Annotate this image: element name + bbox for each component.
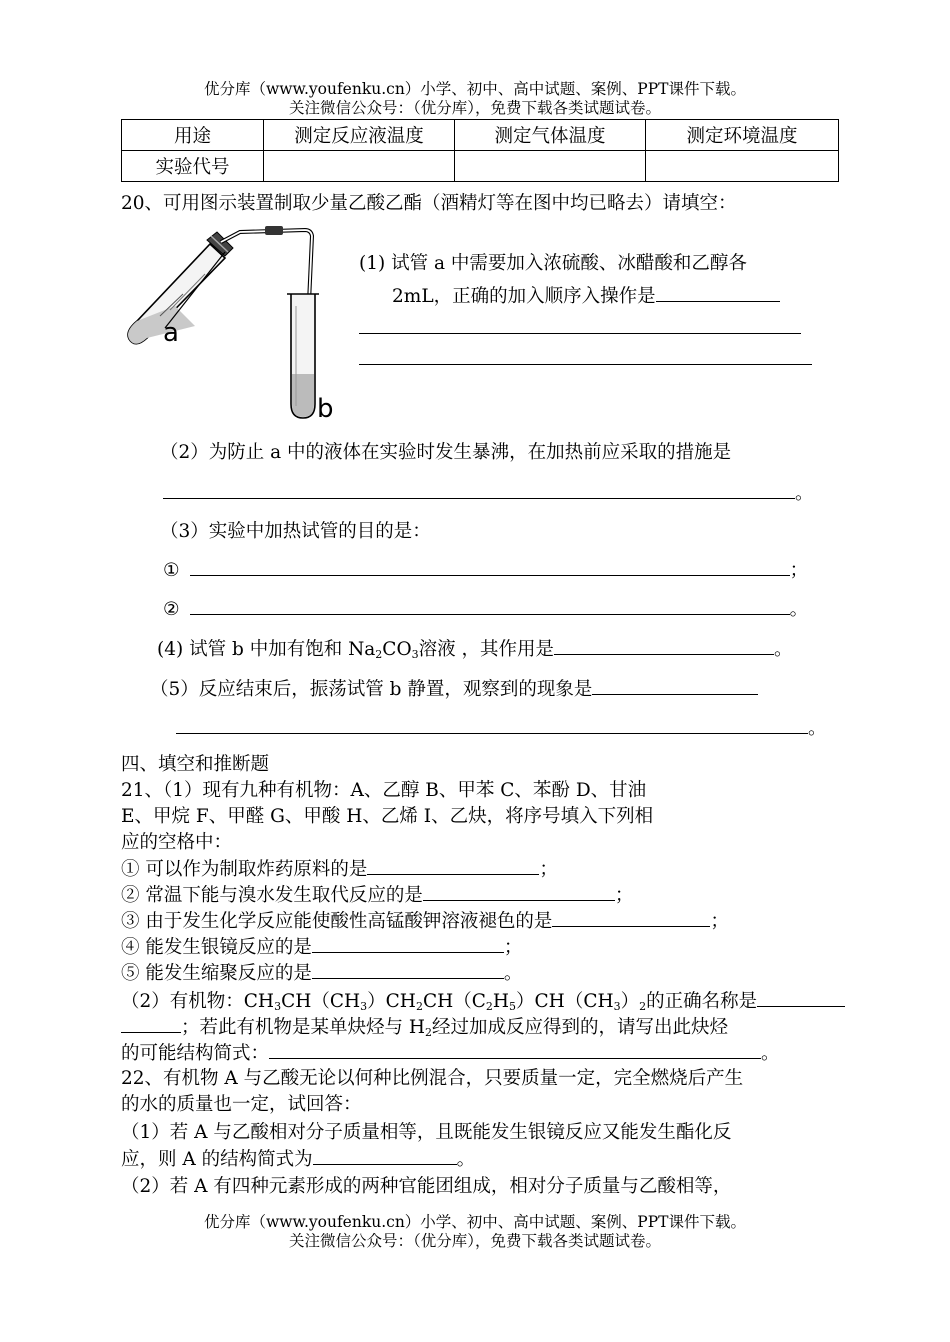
q21-formula-g: ）: [620, 991, 640, 1012]
q20-part5-answer-blank-2[interactable]: [176, 715, 808, 734]
q21-part2-line2: [121, 1014, 728, 1041]
q20-part5: [150, 676, 758, 703]
q21-formula-sub: 2: [415, 1000, 423, 1013]
q21-formula-e: H: [492, 991, 510, 1012]
test-tube-b: [287, 294, 319, 418]
section-4-title: 四、填空和推断题: [121, 754, 270, 775]
table-cell: 测定气体温度: [455, 120, 646, 151]
table-cell: 测定环境温度: [646, 120, 839, 151]
q20-part2-answer: [163, 480, 814, 507]
delivery-tube: [165, 226, 312, 391]
q21-formula-c: ）CH: [367, 991, 416, 1012]
q20-part1-line2: [392, 283, 780, 310]
q22-part1-text: 应，则 A 的结构简式为: [121, 1149, 313, 1170]
q21-item2-text: ② 常温下能与溴水发生取代反应的是: [121, 885, 423, 906]
q21-formula-b: CH（CH: [281, 991, 361, 1012]
q22-part1-end: 。: [456, 1149, 476, 1170]
table-cell: 用途: [122, 120, 264, 151]
q21-item5-blank[interactable]: [312, 960, 504, 979]
q20-part4-answer-blank[interactable]: [554, 636, 774, 655]
q21-formula-f: ）CH（CH: [516, 991, 614, 1012]
apparatus-figure: [125, 226, 340, 430]
q21-item2-end: ；: [614, 885, 634, 906]
q20-title: 20、可用图示装置制取少量乙酸乙酯（酒精灯等在图中均已略去）请填空：: [121, 193, 737, 214]
rubber-connector: [265, 226, 283, 235]
q21-part2-end: 。: [761, 1043, 780, 1064]
q20-part3-text: （3）实验中加热试管的目的是：: [160, 521, 431, 542]
q20-part2-end: 。: [795, 483, 814, 504]
table-cell-answer[interactable]: [455, 151, 646, 182]
test-tube-apparatus-drawing: [125, 226, 340, 426]
table-cell-answer[interactable]: [646, 151, 839, 182]
label-b: b: [317, 394, 334, 424]
page-header: [0, 80, 950, 118]
q21-item3-end: ；: [710, 911, 729, 932]
q21-item1-end: ；: [539, 859, 558, 880]
q20-part4-sub2: 3: [411, 648, 419, 661]
q21-alkyne-structure-blank[interactable]: [269, 1040, 761, 1059]
q21-part2-text-b: 经过加成反应得到的，请写出此炔烃: [432, 1017, 729, 1038]
q21-item5-text: ⑤ 能发生缩聚反应的是: [121, 963, 312, 984]
q21-formula-d: CH（C: [422, 991, 486, 1012]
q20-part3-item2-marker: ②: [163, 599, 180, 620]
q21-formula-sub: 5: [509, 1000, 517, 1013]
q21-item3-text: ③ 由于发生化学反应能使酸性高锰酸钾溶液褪色的是: [121, 911, 553, 932]
q21-formula-sub: 3: [613, 1000, 621, 1013]
q21-item1: [121, 856, 558, 883]
header-line-1: 优分库（www.youfenku.cn）小学、初中、高中试题、案例、PPT课件下载。: [203, 80, 747, 98]
footer-line-1: 优分库（www.youfenku.cn）小学、初中、高中试题、案例、PPT课件下载。: [203, 1213, 747, 1231]
thermometer-usage-table: [121, 119, 839, 182]
q21-item1-blank[interactable]: [367, 856, 539, 875]
q20-part4-sub1: 2: [375, 648, 383, 661]
q20-part3-item1-blank[interactable]: [190, 557, 790, 576]
q20-part1-answer-blank[interactable]: [656, 283, 780, 302]
q20-part3-item2-end: 。: [789, 599, 809, 620]
q21-item4-blank[interactable]: [312, 934, 504, 953]
q20-part2-answer-blank[interactable]: [163, 480, 795, 499]
q21-formula-sub: 3: [274, 1000, 282, 1013]
q21-part2-text-a: ；若此有机物是某单炔烃与 H: [181, 1017, 426, 1038]
q21-item3-blank[interactable]: [552, 908, 710, 927]
q20-part5-answer-blank[interactable]: [592, 676, 758, 695]
q21-part2-line1: [121, 988, 845, 1015]
q21-item5: [121, 960, 522, 987]
q20-part1-answer-line-2[interactable]: [359, 333, 801, 334]
q20-part3-item1: [163, 557, 808, 584]
q21-formula-a: （2）有机物：CH: [121, 991, 275, 1012]
q21-part2-line3: [121, 1040, 780, 1067]
q22-part1-line1: （1）若 A 与乙酸相对分子质量相等，且既能发生银镜反应又能发生酯化反: [121, 1122, 732, 1143]
table-cell-answer[interactable]: [264, 151, 455, 182]
q20-part1-answer-line-3[interactable]: [359, 364, 812, 365]
q21-item4: [121, 934, 522, 961]
label-a: a: [163, 318, 179, 348]
q20-part4-text-b: CO: [382, 639, 412, 660]
q21-item2: [121, 882, 633, 909]
q21-name-blank-cont[interactable]: [121, 1014, 181, 1033]
q21-part2-question: 的正确名称是: [646, 991, 758, 1012]
q20-part5-line2: [176, 715, 827, 742]
table-cell: 测定反应液温度: [264, 120, 455, 151]
q21-item1-text: ① 可以作为制取炸药原料的是: [121, 859, 368, 880]
q21-line1: 21、（1）现有九种有机物：A、乙醇 B、甲苯 C、苯酚 D、甘油: [121, 780, 647, 801]
footer-line-2: 关注微信公众号：（优分库），免费下载各类试题试卷。: [288, 1232, 661, 1250]
q20-part3-item2-blank[interactable]: [190, 596, 790, 615]
q21-item4-text: ④ 能发生银镜反应的是: [121, 937, 312, 958]
q22-part1-line2: [121, 1146, 475, 1173]
header-line-2: 关注微信公众号：（优分库），免费下载各类试题试卷。: [288, 99, 661, 117]
q20-part1-text: 2mL，正确的加入顺序入操作是: [392, 286, 656, 307]
q21-formula-sub: 3: [360, 1000, 368, 1013]
q20-part4-end: 。: [774, 639, 793, 660]
q20-part4-text-c: 溶液 ，其作用是: [418, 639, 555, 660]
q20-part4-text-a: (4) 试管 b 中加有饱和 Na: [157, 639, 376, 660]
q21-name-blank[interactable]: [757, 988, 845, 1007]
q21-item2-blank[interactable]: [423, 882, 615, 901]
q20-part5-text: （5）反应结束后，振荡试管 b 静置，观察到的现象是: [150, 679, 593, 700]
q21-formula-sub: 2: [485, 1000, 493, 1013]
q22-line2: 的水的质量也一定，试回答：: [121, 1094, 362, 1115]
table-row: [122, 151, 839, 182]
q20-part3-item2: [163, 596, 808, 623]
q22-line1: 22、有机物 A 与乙酸无论以何种比例混合，只要质量一定，完全燃烧后产生: [121, 1068, 744, 1089]
q21-item5-end: 。: [503, 963, 523, 984]
page-footer: [0, 1213, 950, 1251]
q21-item4-end: ；: [503, 937, 523, 958]
q22-part2-line1: （2）若 A 有四种元素形成的两种官能团组成，相对分子质量与乙酸相等，: [121, 1176, 732, 1197]
q22-part1-blank[interactable]: [313, 1146, 457, 1165]
table-row: [122, 120, 839, 151]
q21-line2: E、甲烷 F、甲醛 G、甲酸 H、乙烯 I、乙炔，将序号填入下列相: [121, 806, 654, 827]
q21-item3: [121, 908, 729, 935]
q20-part3-item1-end: ；: [789, 560, 809, 581]
q21-part2-sub: 2: [425, 1026, 433, 1039]
q20-part5-end: 。: [808, 718, 827, 739]
q21-part2-text-c: 的可能结构简式：: [121, 1043, 270, 1064]
q20-part3-item1-marker: ①: [163, 560, 180, 581]
table-cell: 实验代号: [122, 151, 264, 182]
q21-line3: 应的空格中：: [121, 832, 233, 853]
q20-part4: [157, 636, 793, 663]
q21-formula-sub: 2: [639, 1000, 647, 1013]
q20-part2-text: （2）为防止 a 中的液体在实验时发生暴沸，在加热前应采取的措施是: [160, 442, 732, 463]
q20-part1-line1: (1) 试管 a 中需要加入浓硫酸、冰醋酸和乙醇各: [359, 253, 747, 274]
